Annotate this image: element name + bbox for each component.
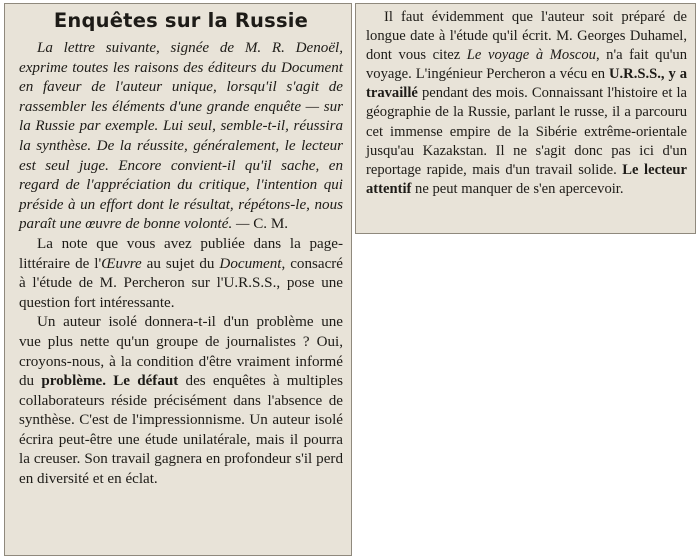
article-title: Enquêtes sur la Russie (53, 9, 309, 32)
p3-bold-2: Le lecteur attentif (366, 161, 687, 197)
p3-text-d: pendant des mois. Connaissant l'histoire et la géographie de la Russie, parlant le russe, il a parcouru cet immense empire de la Sibérie extrême-orientale jusqu'au Kazakstan. Il ne s'agit donc pas ici d'un reportage rapide, mais d'un travail solide. (366, 85, 687, 178)
intro-text: La lettre suivante, signée de M. R. Denoël, exprime toutes les raisons des éditeurs du Document en faveur de l'auteur unique, lorsqu'il s'agit de rassembler les éléments d'une grande enquête — sur la Russie par exemple. Lui seul, semble-t-il, réussira la synthèse. De la réussite, généralement, le lecteur est seul juge. Encore convient-il qu'il sache, en regard de l'appréciation du critique, l'intention qui préside à un effort dont le résultat, répétons-le, nous paraît une œuvre de bonne volonté. — (19, 40, 343, 233)
column-left (4, 3, 352, 556)
p1-text-b: au sujet du (141, 255, 220, 272)
p1-oeuvre: Œuvre (101, 255, 142, 272)
p3-book-title: Le voyage à Moscou (466, 47, 596, 64)
p1-document: Document (219, 255, 282, 272)
p3-text-b: , n'a fait qu'un voyage. L'ingénieur Percheron a vécu en (366, 47, 687, 83)
p2-bold: problème. Le défaut (41, 373, 179, 390)
intro-signature: C. M. (253, 216, 289, 233)
p3-text-a: Il faut évidemment que l'auteur soit préparé de longue date à l'étude qu'il écrit. M. Georges Duhamel, dont vous citez (366, 9, 687, 64)
editorial-intro (19, 39, 343, 235)
letter-paragraph-2 (19, 313, 343, 489)
p1-text-c: , consacré à l'étude de M. Percheron sur l'U.R.S.S., pose une question fort intéressante. (19, 255, 343, 311)
p3-bold-1: U.R.S.S., y a travaillé (366, 66, 687, 102)
letter-paragraph-3 (366, 8, 687, 199)
column-right (355, 3, 696, 234)
p2-text-c: des enquêtes à multiples collaborateurs réside précisément dans l'absence de synthèse. C'est de l'impressionnisme. Un auteur isolé écrira peut-être une étude unilatérale, mais il pourra la creuser. Son travail gagnera en profondeur s'il perd en diversité et en éclat. (19, 373, 343, 488)
p1-text-a: La note que vous avez publiée dans la page-littéraire de l' (19, 235, 343, 272)
p2-text-a: Un auteur isolé donnera-t-il d'un problème une vue plus nette qu'un groupe de journalistes ? Oui, croyons-nous, à la condition d'être vraiment informé du (19, 314, 343, 390)
p3-text-f: ne peut manquer de s'en apercevoir. (411, 180, 624, 197)
letter-paragraph-1 (19, 235, 343, 313)
